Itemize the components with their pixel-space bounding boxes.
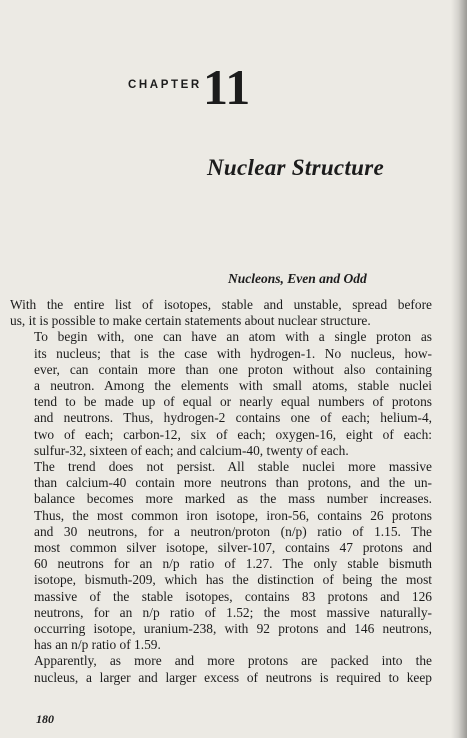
text-line: and 30 neutrons, for a neutron/proton (n/p) ratio of 1.15. The: [34, 523, 432, 539]
section-heading: Nucleons, Even and Odd: [228, 271, 367, 286]
body-text: [10, 297, 432, 686]
paragraph: [10, 329, 432, 459]
text-line: occurring isotope, uranium-238, with 92 protons and 146 neutrons,: [34, 621, 432, 637]
chapter-number: 11: [203, 59, 251, 115]
text-line: than calcium-40 contain more neutrons than protons, and the un-: [34, 475, 432, 491]
text-line: and neutrons. Thus, hydrogen-2 contains one of each; helium-4,: [34, 410, 432, 426]
text-line: balance becomes more marked as the mass number increases.: [34, 491, 432, 507]
chapter-label: CHAPTER: [128, 79, 202, 91]
text-line: With the entire list of isotopes, stable and unstable, spread before: [10, 297, 432, 312]
paragraph: [10, 297, 432, 329]
paragraph: [10, 459, 432, 653]
text-line: Apparently, as more and more protons are packed into the: [34, 653, 432, 669]
text-line: 60 neutrons for an n/p ratio of 1.27. The only stable bismuth: [34, 556, 432, 572]
text-line: neutrons, for an n/p ratio of 1.52; the most massive naturally-: [34, 604, 432, 620]
text-line: us, it is possible to make certain statements about nuclear structure.: [10, 313, 371, 329]
text-line: a neutron. Among the elements with small atoms, stable nuclei: [34, 378, 432, 394]
text-line: most common silver isotope, silver-107, contains 47 protons and: [34, 540, 432, 556]
text-line: sulfur-32, sixteen of each; and calcium-40, twenty of each.: [34, 442, 349, 458]
text-line: To begin with, one can have an atom with a single proton as: [34, 329, 432, 345]
page-number: 180: [36, 712, 54, 726]
text-line: has an n/p ratio of 1.59.: [34, 637, 161, 653]
chapter-title: Nuclear Structure: [207, 155, 384, 180]
text-line: tend to be made up of equal or nearly equal numbers of protons: [34, 394, 432, 410]
text-line: two of each; carbon-12, six of each; oxygen-16, eight of each:: [34, 426, 432, 442]
text-line: isotope, bismuth-209, which has the distinction of being the most: [34, 572, 432, 588]
text-line: The trend does not persist. All stable nuclei more massive: [34, 459, 432, 475]
text-line: ever, can contain more than one proton without also containing: [34, 361, 432, 377]
text-line: massive of the stable isotopes, contains 83 protons and 126: [34, 588, 432, 604]
page-gutter-shadow: [451, 0, 467, 738]
text-line: its nucleus; that is the case with hydrogen-1. No nucleus, how-: [34, 345, 432, 361]
paragraph: [10, 653, 432, 685]
text-line: nucleus, a larger and larger excess of neutrons is required to keep: [34, 669, 432, 685]
text-line: Thus, the most common iron isotope, iron-56, contains 26 protons: [34, 507, 432, 523]
